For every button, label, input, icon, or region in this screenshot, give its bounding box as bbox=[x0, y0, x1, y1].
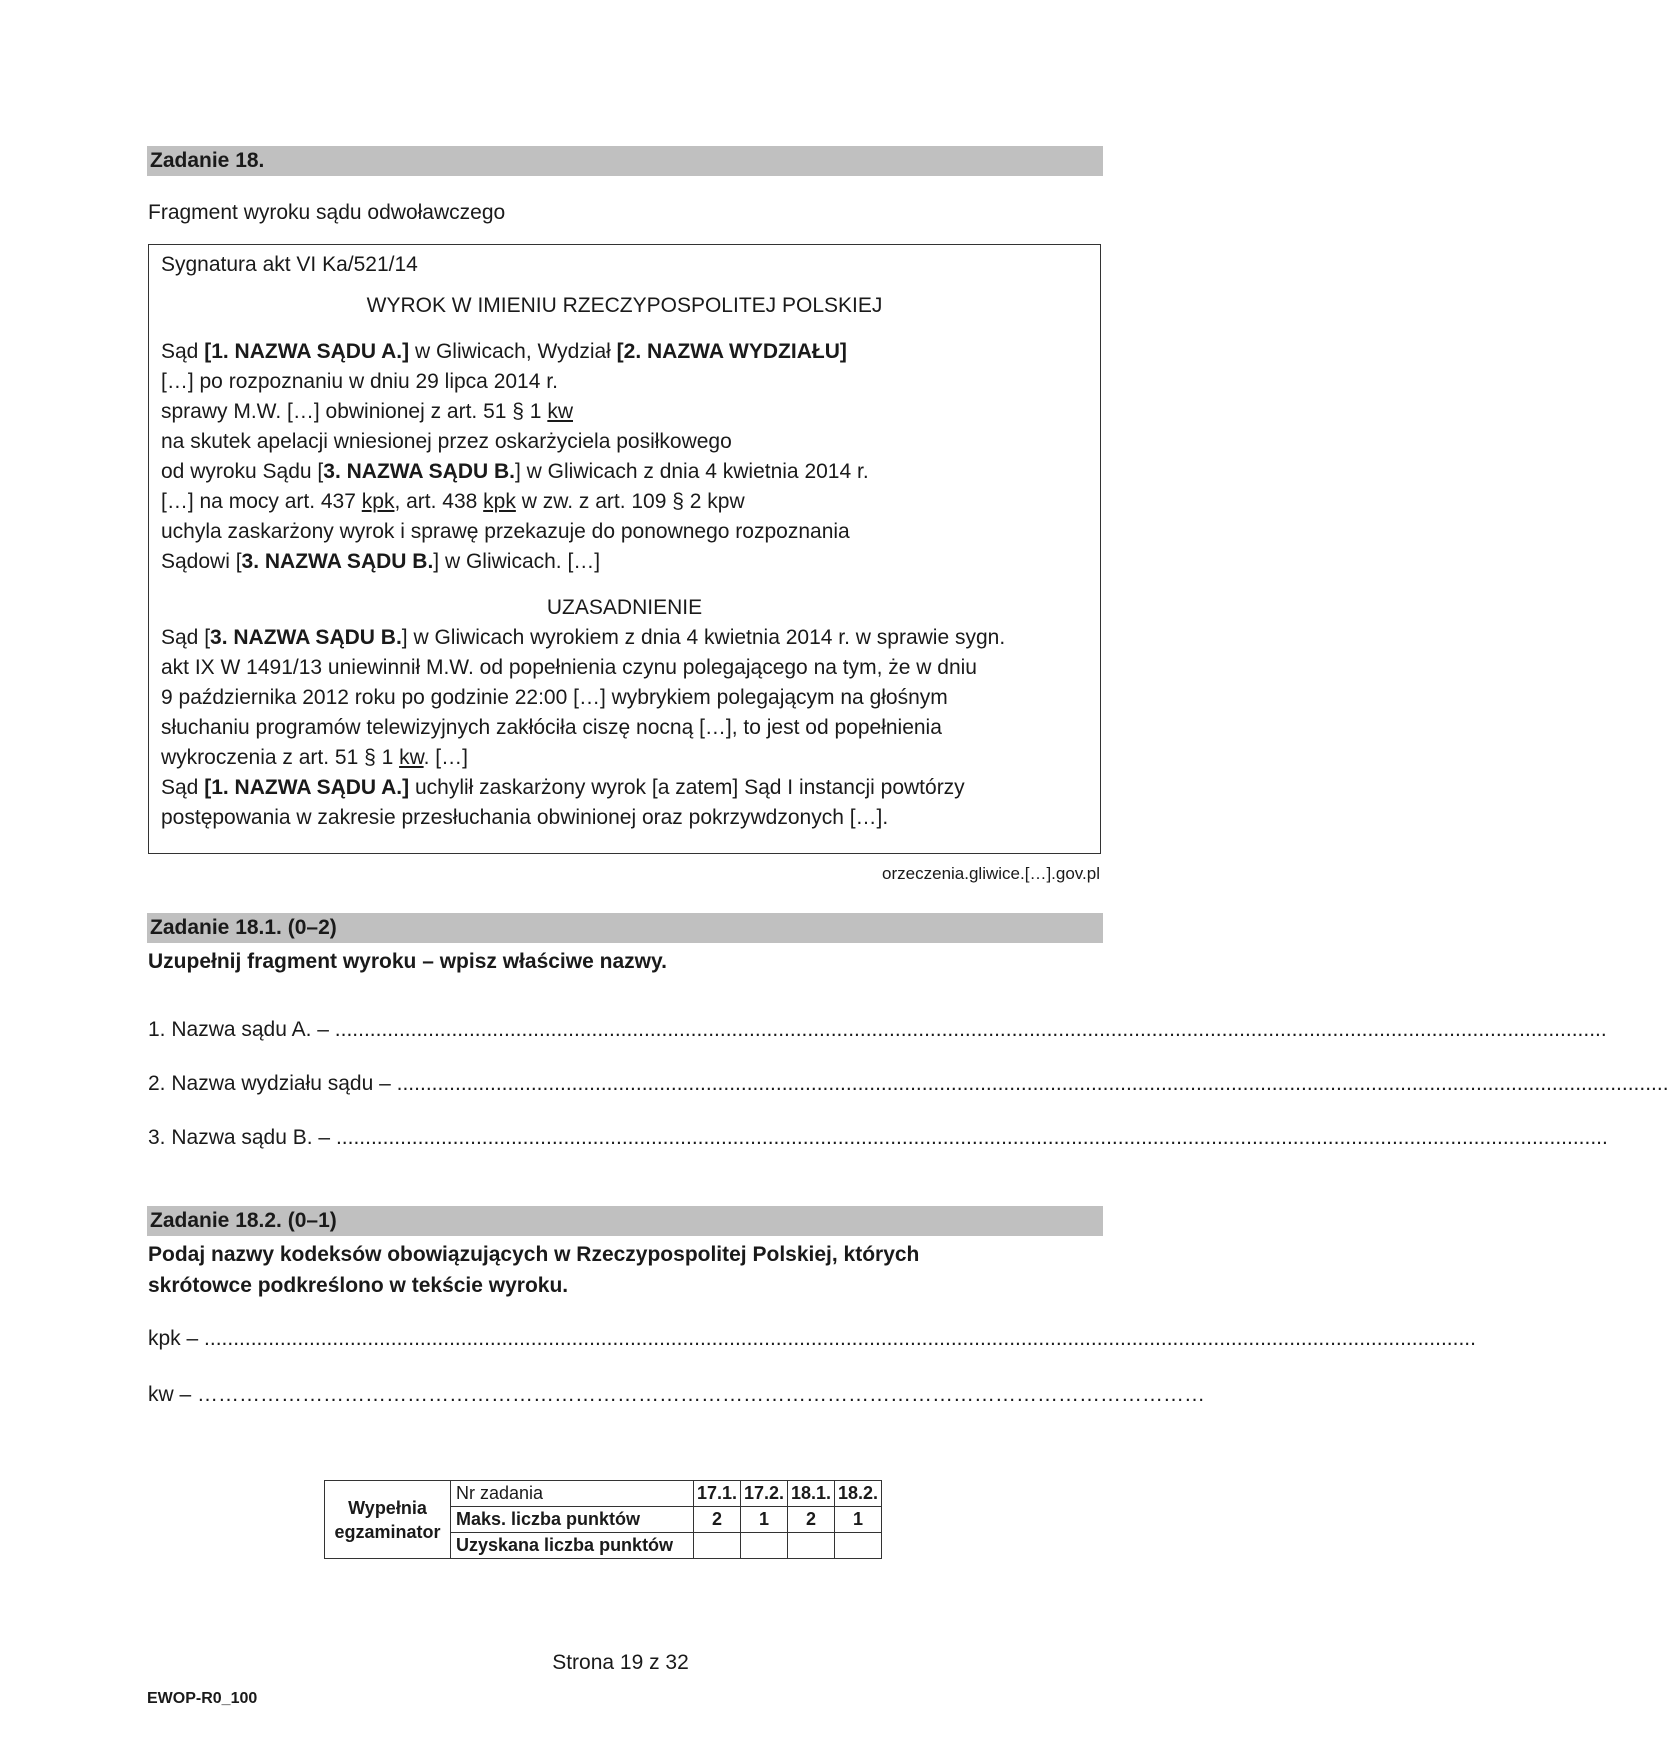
max-points-cell: 2 bbox=[788, 1507, 835, 1533]
justification-line-7: postępowania w zakresie przesłuchania obwinionej oraz pokrzywdzonych […]. bbox=[161, 806, 889, 829]
judgment-line-8: Sądowi [3. NAZWA SĄDU B.] w Gliwicach. […] bbox=[161, 550, 601, 573]
task-number-cell: 18.2. bbox=[835, 1481, 882, 1507]
source-citation: orzeczenia.gliwice.[…].gov.pl bbox=[882, 864, 1100, 883]
obtained-points-cell[interactable] bbox=[741, 1533, 788, 1559]
score-table bbox=[324, 1480, 882, 1559]
justification-line-1: Sąd [3. NAZWA SĄDU B.] w Gliwicach wyrokiem z dnia 4 kwietnia 2014 r. w sprawie sygn. bbox=[161, 626, 1006, 649]
obtained-points-cell[interactable] bbox=[694, 1533, 741, 1559]
justification-line-2: akt IX W 1491/13 uniewinnił M.W. od popełnienia czynu polegającego na tym, że w dniu bbox=[161, 656, 977, 679]
task-number-cell: 18.1. bbox=[788, 1481, 835, 1507]
max-points-cell: 2 bbox=[694, 1507, 741, 1533]
task-number-cell: 17.1. bbox=[694, 1481, 741, 1507]
row-label-max-points: Maks. liczba punktów bbox=[451, 1507, 694, 1533]
answer-field-kpk[interactable]: kpk – .......................................................................................................................................................................................................................... bbox=[148, 1327, 1476, 1350]
answer-field-court-a[interactable]: 1. Nazwa sądu A. – .......................................................................................................................................................................................................................... bbox=[148, 1018, 1607, 1041]
max-points-cell: 1 bbox=[835, 1507, 882, 1533]
max-points-cell: 1 bbox=[741, 1507, 788, 1533]
obtained-points-cell[interactable] bbox=[788, 1533, 835, 1559]
judgment-line-5: od wyroku Sądu [3. NAZWA SĄDU B.] w Gliwicach z dnia 4 kwietnia 2014 r. bbox=[161, 460, 869, 483]
answer-field-department[interactable]: 2. Nazwa wydziału sądu – .......................................................................................................................................................................................................................... bbox=[148, 1072, 1669, 1095]
task-18-2-header: Zadanie 18.2. (0–1) bbox=[147, 1206, 1103, 1236]
examiner-cell: Wypełnia egzaminator bbox=[325, 1481, 451, 1559]
task-18-1-instruction: Uzupełnij fragment wyroku – wpisz właściwe nazwy. bbox=[148, 950, 667, 973]
justification-title: UZASADNIENIE bbox=[546, 596, 703, 619]
task-18-1-header: Zadanie 18.1. (0–2) bbox=[147, 913, 1103, 943]
row-label-task-number: Nr zadania bbox=[451, 1481, 694, 1507]
judgment-line-4: na skutek apelacji wniesionej przez oskarżyciela posiłkowego bbox=[161, 430, 732, 453]
judgment-line-7: uchyla zaskarżony wyrok i sprawę przekazuje do ponownego rozpoznania bbox=[161, 520, 850, 543]
judgment-box bbox=[148, 244, 1101, 854]
judgment-line-6: […] na mocy art. 437 kpk, art. 438 kpk w zw. z art. 109 § 2 kpw bbox=[161, 490, 745, 513]
justification-line-5: wykroczenia z art. 51 § 1 kw. […] bbox=[161, 746, 468, 769]
exam-code: EWOP-R0_100 bbox=[147, 1690, 258, 1707]
justification-line-6: Sąd [1. NAZWA SĄDU A.] uchylił zaskarżony wyrok [a zatem] Sąd I instancji powtórzy bbox=[161, 776, 965, 799]
task-18-intro: Fragment wyroku sądu odwoławczego bbox=[148, 201, 506, 224]
task-18-2-instruction-line-1: Podaj nazwy kodeksów obowiązujących w Rzeczypospolitej Polskiej, których bbox=[148, 1243, 920, 1266]
judgment-line-1: Sąd [1. NAZWA SĄDU A.] w Gliwicach, Wydział [2. NAZWA WYDZIAŁU] bbox=[161, 340, 847, 363]
task-number-cell: 17.2. bbox=[741, 1481, 788, 1507]
task-18-header: Zadanie 18. bbox=[147, 146, 1103, 176]
task-18-2-instruction-line-2: skrótowce podkreślono w tekście wyroku. bbox=[148, 1274, 569, 1297]
judgment-line-3: sprawy M.W. […] obwinionej z art. 51 § 1 kw bbox=[161, 400, 573, 423]
judgment-line-2: […] po rozpoznaniu w dniu 29 lipca 2014 r. bbox=[161, 370, 558, 393]
answer-field-court-b[interactable]: 3. Nazwa sądu B. – .......................................................................................................................................................................................................................... bbox=[148, 1126, 1608, 1149]
row-label-obtained-points: Uzyskana liczba punktów bbox=[451, 1533, 694, 1559]
answer-field-kw[interactable]: kw – ……………………………………………………………………………………………………………………………… bbox=[148, 1383, 1206, 1406]
page-number: Strona 19 z 32 bbox=[552, 1651, 689, 1674]
obtained-points-cell[interactable] bbox=[835, 1533, 882, 1559]
case-signature: Sygnatura akt VI Ka/521/14 bbox=[161, 253, 418, 276]
justification-line-3: 9 października 2012 roku po godzinie 22:00 […] wybrykiem polegającym na głośnym bbox=[161, 686, 948, 709]
judgment-title: WYROK W IMIENIU RZECZYPOSPOLITEJ POLSKIEJ bbox=[366, 294, 883, 317]
justification-line-4: słuchaniu programów telewizyjnych zakłóciła ciszę nocną […], to jest od popełnienia bbox=[161, 716, 942, 739]
